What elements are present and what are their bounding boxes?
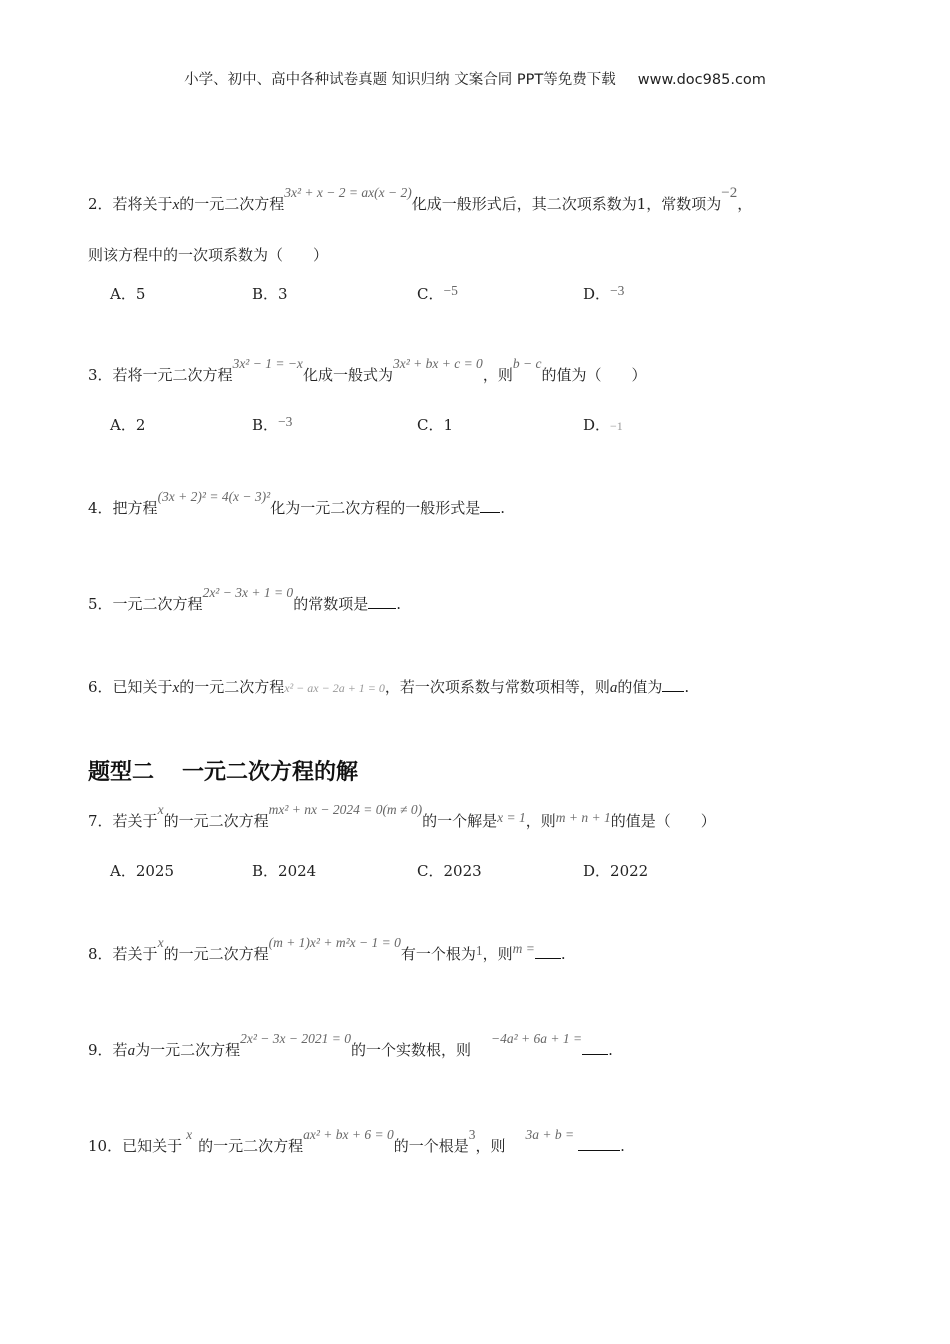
choice-label: C． (417, 862, 444, 880)
question-text: 的一元二次方程 (179, 678, 285, 696)
choice-label: D． (583, 416, 611, 434)
root-value: 1 (475, 943, 483, 958)
equation: 3x² + bx + c = 0 (392, 356, 483, 371)
equation: x² − ax − 2a + 1 = 0 (284, 681, 385, 695)
choice-value: 1 (443, 416, 454, 434)
choice-a[interactable] (110, 414, 145, 435)
equation: 3x² + x − 2 = ax(x − 2) (284, 185, 412, 200)
choice-a[interactable] (110, 283, 145, 304)
section-title: 一元二次方程的解 (182, 760, 359, 785)
math-value: −2 (721, 185, 738, 201)
question-text: . (608, 1041, 613, 1059)
expression: 3a + b = (525, 1127, 575, 1142)
equation: mx² + nx − 2024 = 0(m ≠ 0) (268, 802, 423, 817)
choice-c[interactable] (417, 283, 458, 304)
question-text: 的一元二次方程 (198, 1137, 304, 1155)
choice-a[interactable] (110, 860, 174, 881)
equation: (3x + 2)² = 4(x − 3)² (157, 489, 271, 504)
question-text: 的一个根是 (393, 1137, 469, 1155)
choice-label: D． (583, 862, 611, 880)
choice-d[interactable] (583, 860, 648, 881)
choice-b[interactable] (252, 860, 316, 881)
math-var: x (172, 197, 180, 213)
math-var: a (127, 1043, 136, 1059)
answer-blank[interactable] (480, 498, 500, 513)
question-10 (88, 1127, 625, 1157)
question-number: 2． (88, 195, 113, 213)
question-text: 一元二次方程 (112, 595, 203, 613)
answer-blank[interactable] (578, 1136, 620, 1151)
equation: 2x² − 3x − 2021 = 0 (240, 1031, 351, 1046)
choice-label: C． (417, 285, 444, 303)
question-number: 3． (88, 366, 113, 384)
question-text: 的值是（ ） (610, 812, 716, 830)
choice-label: C． (417, 416, 444, 434)
question-text: 已知关于 (112, 678, 173, 696)
choice-label: D． (583, 285, 611, 303)
math-value: 1 (636, 195, 647, 213)
question-text: 的一个实数根，则 (350, 1041, 471, 1059)
equation: 3x² − 1 = −x (232, 356, 303, 371)
expression: m + n + 1 (555, 810, 611, 825)
question-text: 的值为（ ） (541, 366, 647, 384)
choice-label: B． (252, 416, 279, 434)
choice-value: −5 (443, 283, 458, 298)
choice-label: A． (110, 862, 136, 880)
choice-b[interactable] (252, 414, 292, 435)
question-text: 把方程 (112, 499, 158, 517)
root-value: 3 (468, 1127, 476, 1142)
choice-label: A． (110, 285, 136, 303)
question-text: 的一元二次方程 (163, 812, 269, 830)
equation: 2x² − 3x + 1 = 0 (202, 585, 294, 600)
question-6 (88, 677, 689, 698)
answer-blank[interactable] (535, 944, 561, 959)
choice-value: 3 (278, 285, 288, 303)
math-var: x (186, 1127, 193, 1142)
question-text: 为一元二次方程 (135, 1041, 241, 1059)
answer-blank[interactable] (662, 677, 684, 692)
choice-value: −1 (610, 419, 623, 433)
question-2-line2: 则该方程中的一次项系数为（ ） (88, 246, 329, 264)
choice-label: B． (252, 285, 279, 303)
page-header (0, 68, 950, 89)
choice-label: B． (252, 862, 279, 880)
question-number: 8． (88, 945, 113, 963)
question-text: ，则 (475, 1137, 506, 1155)
section-label: 题型二 (88, 760, 155, 785)
choice-d[interactable] (583, 414, 623, 435)
expression: m = (512, 941, 535, 956)
choice-c[interactable] (417, 414, 453, 435)
header-text: 小学、初中、高中各种试卷真题 知识归纳 文案合同 PPT等免费下载 (184, 72, 616, 88)
question-number: 5． (88, 595, 113, 613)
question-text: . (500, 499, 505, 517)
question-text: 化成一般形式后，其二次项系数为 (411, 195, 637, 213)
question-text: ，则 (482, 366, 513, 384)
question-text: ，若一次项系数与常数项相等，则 (384, 678, 610, 696)
header-url[interactable]: www.doc985.com (637, 72, 766, 88)
choice-value: −3 (610, 283, 625, 298)
question-number: 10． (88, 1137, 123, 1155)
question-text: 已知关于 (122, 1137, 183, 1155)
question-text: 的常数项是 (293, 595, 369, 613)
question-text: . (560, 945, 566, 963)
question-9 (88, 1031, 613, 1061)
math-var: a (609, 680, 618, 696)
question-text: 有一个根为 (400, 945, 476, 963)
question-text: 化成一般式为 (302, 366, 393, 384)
expression: −4a² + 6a + 1 = (490, 1031, 583, 1046)
answer-blank[interactable] (368, 594, 396, 609)
question-number: 6． (88, 678, 113, 696)
question-text: 若将一元二次方程 (112, 366, 233, 384)
question-5 (88, 585, 401, 615)
question-text: 若关于 (112, 945, 158, 963)
question-text: 若关于 (112, 812, 158, 830)
section-heading (88, 755, 358, 786)
expression: b − c (512, 356, 542, 371)
math-var: x (157, 802, 164, 817)
choice-value: 2025 (135, 862, 175, 880)
question-text: 的一元二次方程 (179, 195, 285, 213)
question-3 (88, 356, 647, 386)
equation: ax² + bx + 6 = 0 (303, 1127, 394, 1142)
question-text: 的一元二次方程 (163, 945, 269, 963)
question-text: . (620, 1137, 625, 1155)
question-text: ，则 (482, 945, 513, 963)
choice-value: 2023 (443, 862, 482, 880)
answer-blank[interactable] (582, 1040, 608, 1055)
question-text: 若将关于 (112, 195, 173, 213)
question-text: ， (737, 195, 753, 213)
question-text: . (684, 678, 690, 696)
question-text: . (396, 595, 401, 613)
question-text: ，则 (525, 812, 556, 830)
question-number: 9． (88, 1041, 113, 1059)
choice-value: 2 (135, 416, 146, 434)
question-7 (88, 802, 716, 832)
choice-label: A． (110, 416, 136, 434)
choice-b[interactable] (252, 283, 288, 304)
question-4 (88, 489, 505, 519)
math-var: x (157, 935, 164, 950)
equation: (m + 1)x² + m²x − 1 = 0 (268, 935, 401, 950)
choice-value: 2022 (610, 862, 649, 880)
question-number: 4． (88, 499, 113, 517)
choice-value: 5 (135, 285, 146, 303)
choice-value: 2024 (278, 862, 317, 880)
question-number: 7． (88, 812, 113, 830)
choice-c[interactable] (417, 860, 482, 881)
question-text: 的一个解是 (422, 812, 498, 830)
question-text: 若 (112, 1041, 128, 1059)
question-text: 化为一元二次方程的一般形式是 (270, 499, 481, 517)
question-8 (88, 935, 566, 965)
question-2 (88, 185, 753, 215)
choice-value: −3 (278, 414, 293, 429)
question-text: ，常数项为 (646, 195, 722, 213)
math-var: x (172, 680, 180, 696)
choice-d[interactable] (583, 283, 624, 304)
question-text: 的值为 (617, 678, 663, 696)
solution: x = 1 (497, 810, 526, 825)
